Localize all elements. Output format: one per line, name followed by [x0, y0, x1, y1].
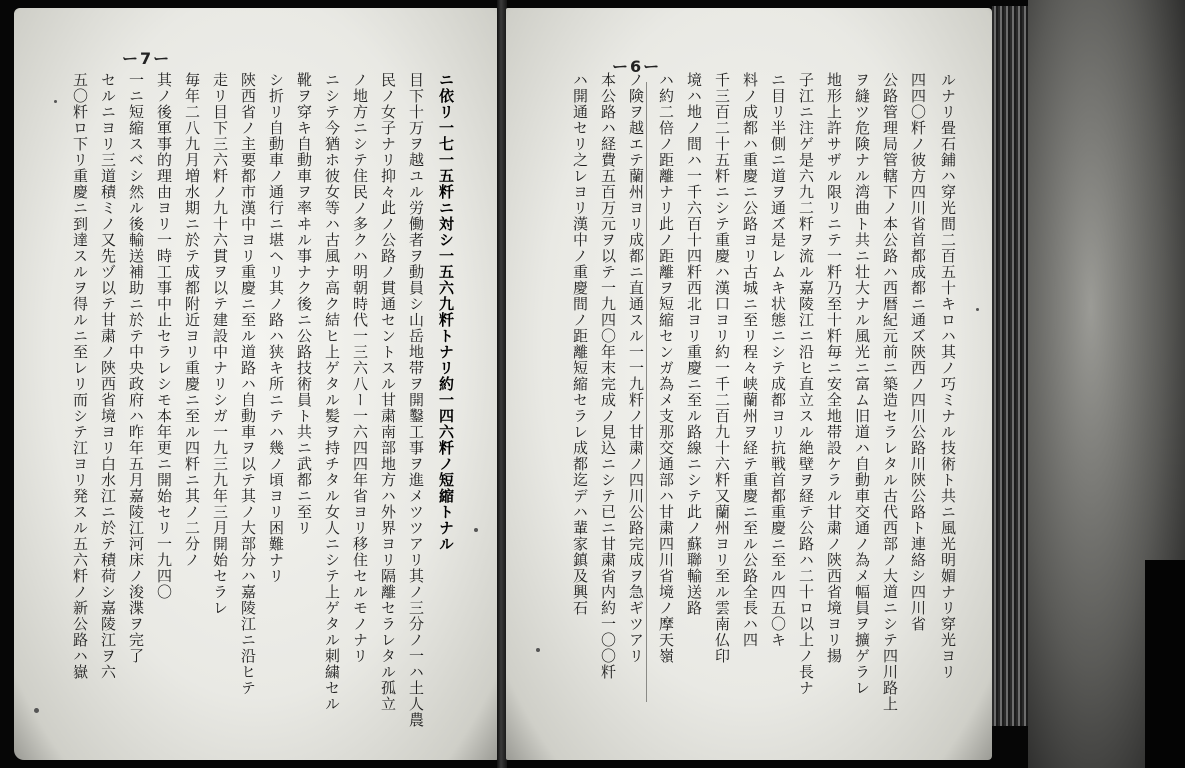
page-stack-edge [992, 6, 1028, 726]
left-text-column: ニシテ今猶ホ彼女等ハ古風ナ高ク結ヒ上ゲタル髪ヲ持チタル女人ニシテ上ゲタル刺繍セル [323, 72, 341, 712]
left-text-column: シ折リ自動車ノ通行ニ堪ヘリ其ノ路ハ狭キ所ニテハ幾ノ頃ヨリ困難ナリ [267, 72, 285, 584]
right-text-column: 千三百二十五粁ニシテ重慶ハ漢口ヨリ約一千二百九十六粁又蘭州ヨリ至ル雲南仏印 [713, 72, 731, 664]
left-text-column: 五〇粁ロ下リ重慶ニ到達スルヲ得ルニ至レリ而シテ江ヨリ発スル五六粁ノ新公路ハ嶽 [71, 72, 89, 680]
left-text-column: 走リ目下三六粁ノ九十六貫ヲ以テ建設中ナリシガ一九三九年三月開始セラレ [211, 72, 229, 616]
right-text-column: ヲ縫ツ危険ナル湾曲ト共ニ壮大ナル風光ニ富ム旧道ハ自動車交通ノ為メ幅員ヲ擴ゲラレ [853, 72, 871, 696]
right-text-column: ルナリ畳石鋪ハ穿光間二百五十キロハ其ノ巧ミナル技術ト共ニ風光明媚ナリ穿光ヨリ [939, 72, 957, 680]
left-text-column: 其ノ後軍事的理由ヨリ一時工事中止セラレシモ本年更ニ開始セリ一九四〇 [155, 72, 173, 600]
right-text-column: 境ハ地ノ間ハ一千六百十四粁西北ヨリ重慶ニ至ル路線ニシテ此ノ蘇聯輸送路 [685, 72, 703, 616]
right-text-column: ハ開通セリ之レヨリ漢中ノ重慶間ノ距離短縮セラレ成都迄デハ輩家鎮及興石 [571, 72, 589, 616]
left-text-column: 目下十万ヲ越ユル労働者ヲ動員シ山岳地帯ヲ開鑿工事ヲ進メツツアリ其ノ三分ノ一ハ土人農 [407, 72, 425, 728]
left-text-column: セルニヨリ三道積ミノ又先ヅ以テ甘粛ノ陝西省境ヨリ白水江ニ於テ積荷シ嘉陵江ヲ六 [99, 72, 117, 680]
left-text-column: 民ノ女子ナリ抑々此ノ公路ノ貫通セントスル甘粛南部地方ハ外界ヨリ隔離セラレタル孤立 [379, 72, 397, 712]
left-text-column: ノ地方ニシテ住民ノ多クハ明朝時代一三六八ー一六四四年省ヨリ移住セルモノナリ [351, 72, 369, 664]
left-text-column: 陝西省ノ主要都市漢中ヨリ重慶ニ至ル道路ハ自動車ヲ以テ其ノ大部分ハ嘉陵江ニ沿ヒテ [239, 72, 257, 696]
left-text-column: 毎年二八九月増水期ニ於テ成都附近ヨリ重慶ニ至ル四粁ニ其ノ二分ノ [183, 72, 201, 568]
right-text-column: ハ約二倍ノ距離ナリ此ノ距離ヲ短縮センガ為メ支那交通部ハ甘粛四川省境ノ摩天嶺 [657, 72, 675, 664]
right-text-column: 地形上許サザル限リニテ一粁乃至十粁毎ニ安全地帯設ケラル甘粛ノ陝西省境ヨリ揚 [825, 72, 843, 664]
right-text-column: ノ険ヲ越エテ蘭州ヨリ成都ニ直通スル一一九粁ノ甘粛ノ四川公路完成ヲ急ギツアリ [627, 72, 645, 664]
left-text-column: ニ依リ一七一五粁ニ対シ一五六九粁トナリ約一四六粁ノ短縮トナル [437, 72, 455, 552]
right-page-number: ー6ー [612, 57, 662, 76]
left-page-number: ー7ー [122, 49, 172, 68]
left-page [14, 8, 498, 760]
scanner-shadow [1145, 560, 1185, 768]
right-text-column: 料ノ成都ハ重慶ニ公路ヨリ古城ニ至リ程々峡蘭州ヲ経テ重慶ニ至ル公路全長ハ四 [741, 72, 759, 648]
left-text-column: 靴ヲ穿キ自動車ヲ率ヰル事ナク後ニ公路技術員ト共ニ武都ニ至リ [295, 72, 313, 536]
right-text-column: 四四〇粁ノ彼方四川省首都成都ニ通ズ陝西ノ四川公路川陝公路ト連絡シ四川省 [909, 72, 927, 632]
right-page [506, 8, 992, 760]
left-text-column: 一ニ短縮スベシ然ル後輸送補助ニ於テ中央政府ハ昨年五月嘉陵江河床ノ浚渫ヲ完了 [127, 72, 145, 664]
right-text-column: 本公路ハ経費五百万元ヲ以テ一九四〇年末完成ノ見込ニシテ已ニ甘粛省内約一〇〇粁 [599, 72, 617, 680]
right-text-column: ニ目リ半側ニ道ヲ通ズ是レムキ状態ニシテ成都ヨリ抗戦首都重慶ニ至ル四五〇キ [769, 72, 787, 648]
right-text-column: 子江ニ注ゲ是六九二粁ヲ流ル嘉陵江ニ沿ヒ直立スル絶壁ヲ経テ公路ハ二十ロ以上ノ長ナ [797, 72, 815, 696]
right-text-column: 公路管理局管轄下ノ本公路ハ西暦紀元前ニ築造セラレタル古代西部ノ大道ニシテ四川路上 [881, 72, 899, 712]
